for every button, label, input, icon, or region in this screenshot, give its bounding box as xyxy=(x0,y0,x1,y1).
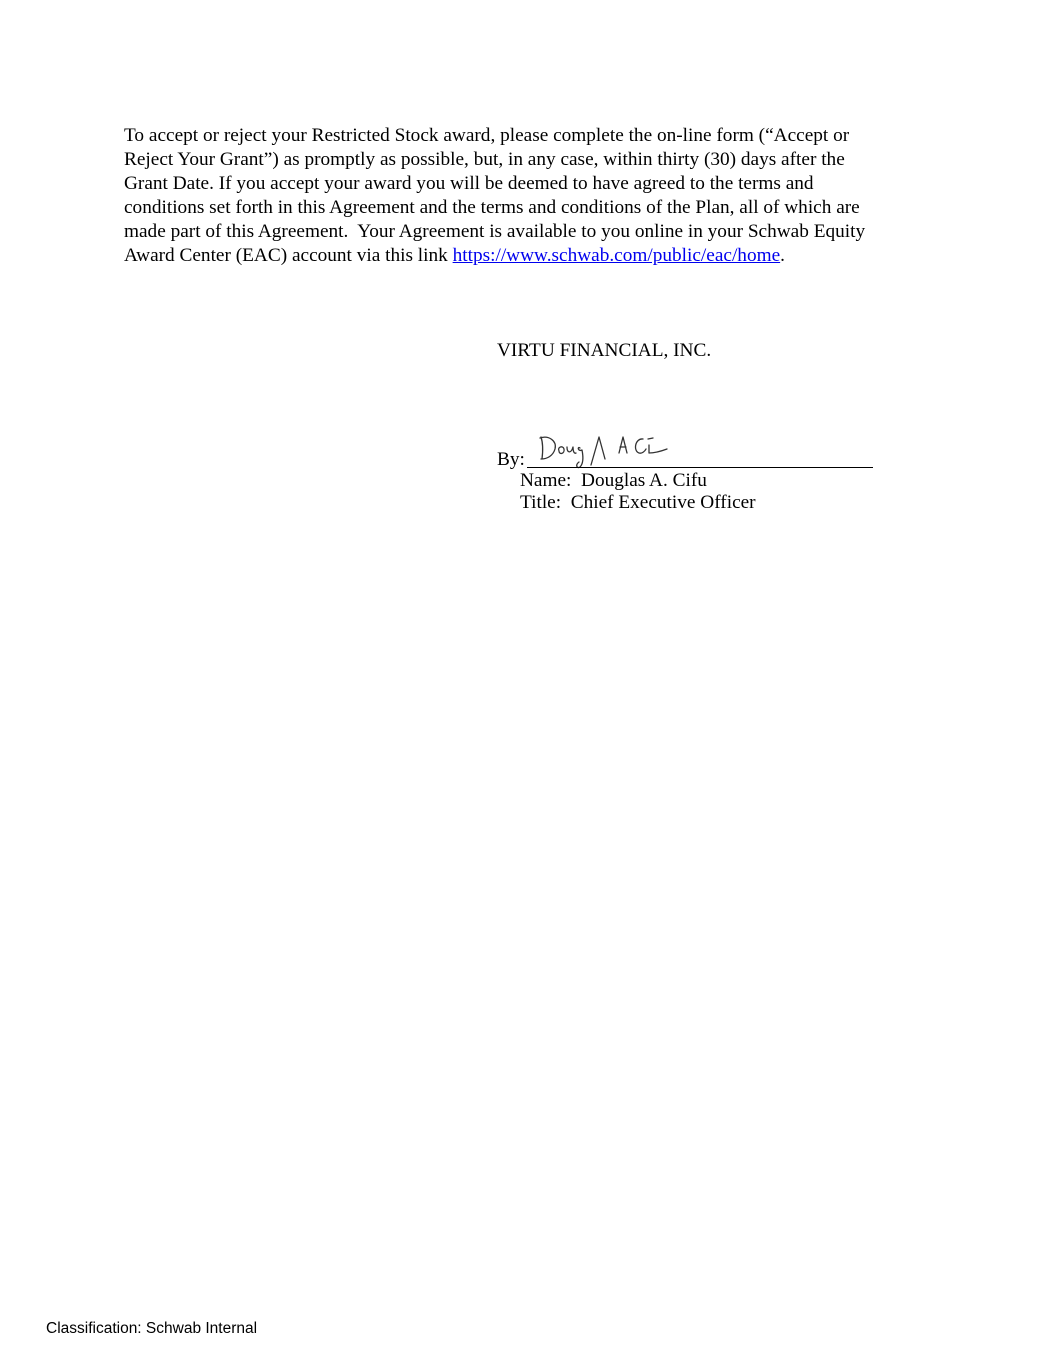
signer-name: Name: Douglas A. Cifu xyxy=(520,470,707,491)
paragraph-line-4: conditions set forth in this Agreement and the terms and conditions of the Plan, all of which are xyxy=(124,197,860,218)
paragraph-line-1: To accept or reject your Restricted Stock award, please complete the on-line form (“Accept or xyxy=(124,125,850,146)
signer-title: Title: Chief Executive Officer xyxy=(520,492,756,513)
by-label: By: xyxy=(497,449,525,470)
agreement-paragraph xyxy=(124,124,924,268)
schwab-eac-link[interactable]: https://www.schwab.com/public/eac/home xyxy=(452,245,781,266)
paragraph-line-6-suffix: . xyxy=(780,245,785,266)
classification-footer: Classification: Schwab Internal xyxy=(46,1320,258,1337)
paragraph-line-2: Reject Your Grant”) as promptly as possible, but, in any case, within thirty (30) days after the xyxy=(124,149,845,170)
paragraph-line-5: made part of this Agreement. Your Agreement is available to you online in your Schwab Equity xyxy=(124,221,866,242)
handwritten-signature xyxy=(535,429,675,469)
paragraph-line-3: Grant Date. If you accept your award you will be deemed to have agreed to the terms and xyxy=(124,173,814,194)
paragraph-line-6 xyxy=(124,244,924,268)
company-name: VIRTU FINANCIAL, INC. xyxy=(497,340,712,361)
signature-block xyxy=(497,425,897,525)
paragraph-line-6-text: Award Center (EAC) account via this link xyxy=(124,245,453,266)
signature-line xyxy=(527,467,873,468)
